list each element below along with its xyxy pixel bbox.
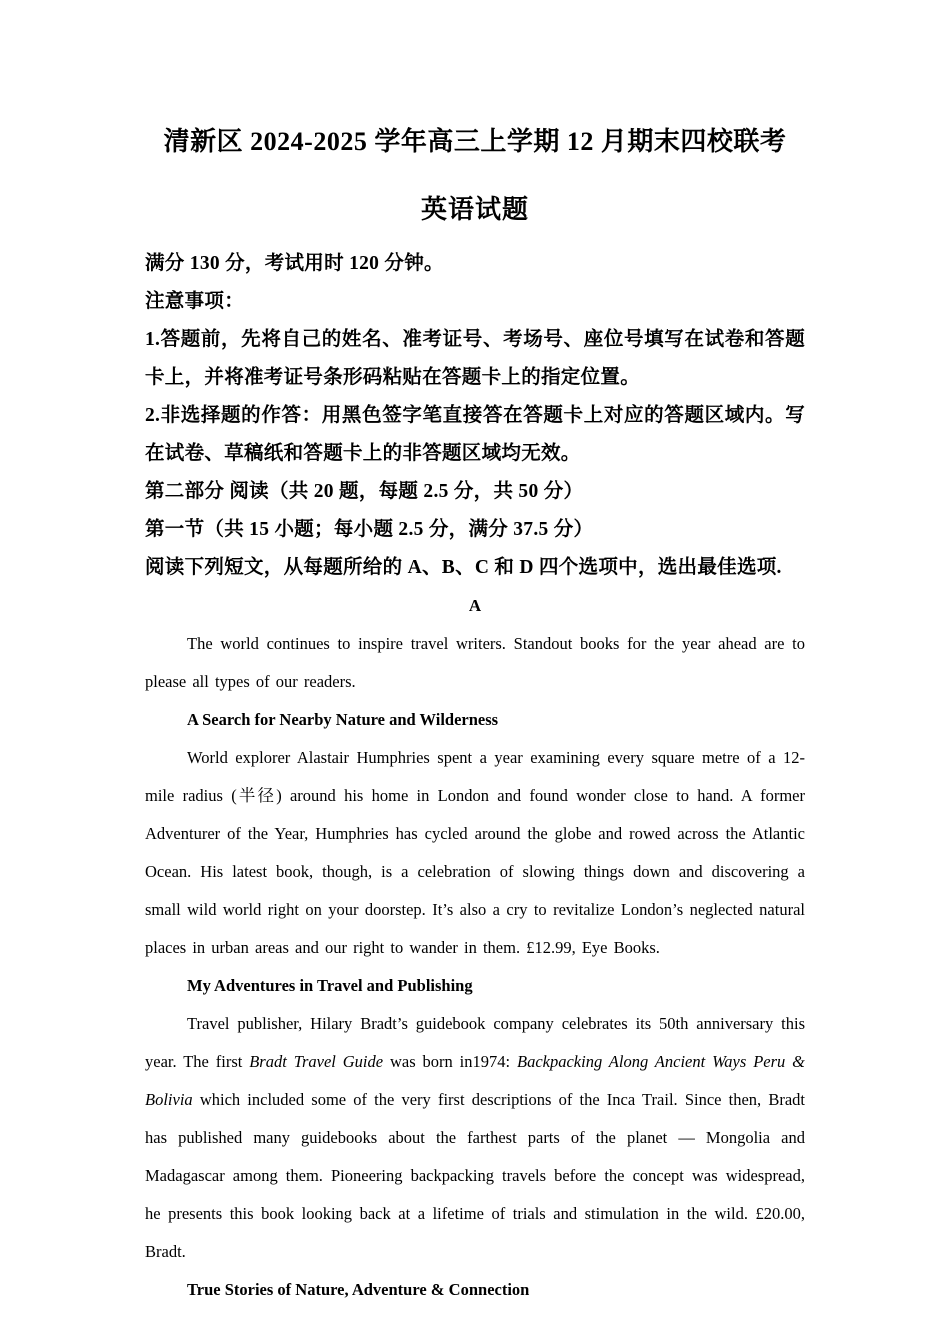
book2-heading: My Adventures in Travel and Publishing bbox=[187, 976, 473, 995]
book2-italic-book-title-2: Backpacking Along Ancient Ways Peru & Bolivia bbox=[145, 1052, 805, 1109]
exam-subtitle: 英语试题 bbox=[420, 195, 529, 224]
passage-intro-paragraph: The world continues to inspire travel writers. Standout books for the year ahead are to please all types of our readers. bbox=[145, 634, 805, 691]
exam-title: 清新区 2024-2025 学年高三上学期 12 月期末四校联考 bbox=[163, 127, 787, 156]
book2-paragraph bbox=[145, 1005, 805, 1271]
score-duration-line: 满分 130 分，考试用时 120 分钟。 bbox=[145, 253, 444, 274]
book2-italic-book-title-1: Bradt Travel Guide bbox=[249, 1052, 384, 1071]
section-one-heading: 第一节（共 15 小题；每小题 2.5 分，满分 37.5 分） bbox=[145, 519, 594, 540]
book1-heading: A Search for Nearby Nature and Wilderness bbox=[187, 710, 499, 729]
passage-a-label: A bbox=[468, 596, 482, 615]
book2-text-segment-3: which included some of the very first descriptions of the Inca Trail. Since then, Bradt has published many guidebooks about the farthest parts of the planet — Mongolia and Madagascar among them. Pioneering backpacking travels before the concept was widespread, he presents this book looking back at a lifetime of trials and stimulation in the wild. £20.00, Bradt. bbox=[145, 1090, 805, 1261]
note-2: 2.非选择题的作答：用黑色签字笔直接答在答题卡上对应的答题区域内。写在试卷、草稿纸和答题卡上的非答题区域均无效。 bbox=[145, 405, 805, 464]
note-1: 1.答题前，先将自己的姓名、准考证号、考场号、座位号填写在试卷和答题卡上，并将准考证号条形码粘贴在答题卡上的指定位置。 bbox=[145, 329, 805, 388]
book1-paragraph: World explorer Alastair Humphries spent a year examining every square metre of a 12-mile radius (半径) around his home in London and found wonder close to hand. A former Adventurer of the Year, Humphries has cycled around the globe and rowed across the Atlantic Ocean. His latest book, though, is a celebration of slowing things down and discovering a small wild world right on your doorstep. It’s also a cry to revitalize London’s neglected natural places in urban areas and our right to wander in them. £12.99, Eye Books. bbox=[145, 748, 805, 957]
book3-heading: True Stories of Nature, Adventure & Connection bbox=[187, 1280, 530, 1299]
part-two-heading: 第二部分 阅读（共 20 题，每题 2.5 分，共 50 分） bbox=[145, 481, 584, 502]
reading-instruction: 阅读下列短文，从每题所给的 A、B、C 和 D 四个选项中，选出最佳选项. bbox=[145, 557, 782, 578]
book2-text-segment-2: was born in1974: bbox=[383, 1052, 517, 1071]
notes-heading: 注意事项： bbox=[145, 291, 245, 312]
book2-text-segment-1: Travel publisher, Hilary Bradt’s guidebook company celebrates its 50th anniversary this year. The first bbox=[145, 1014, 805, 1071]
